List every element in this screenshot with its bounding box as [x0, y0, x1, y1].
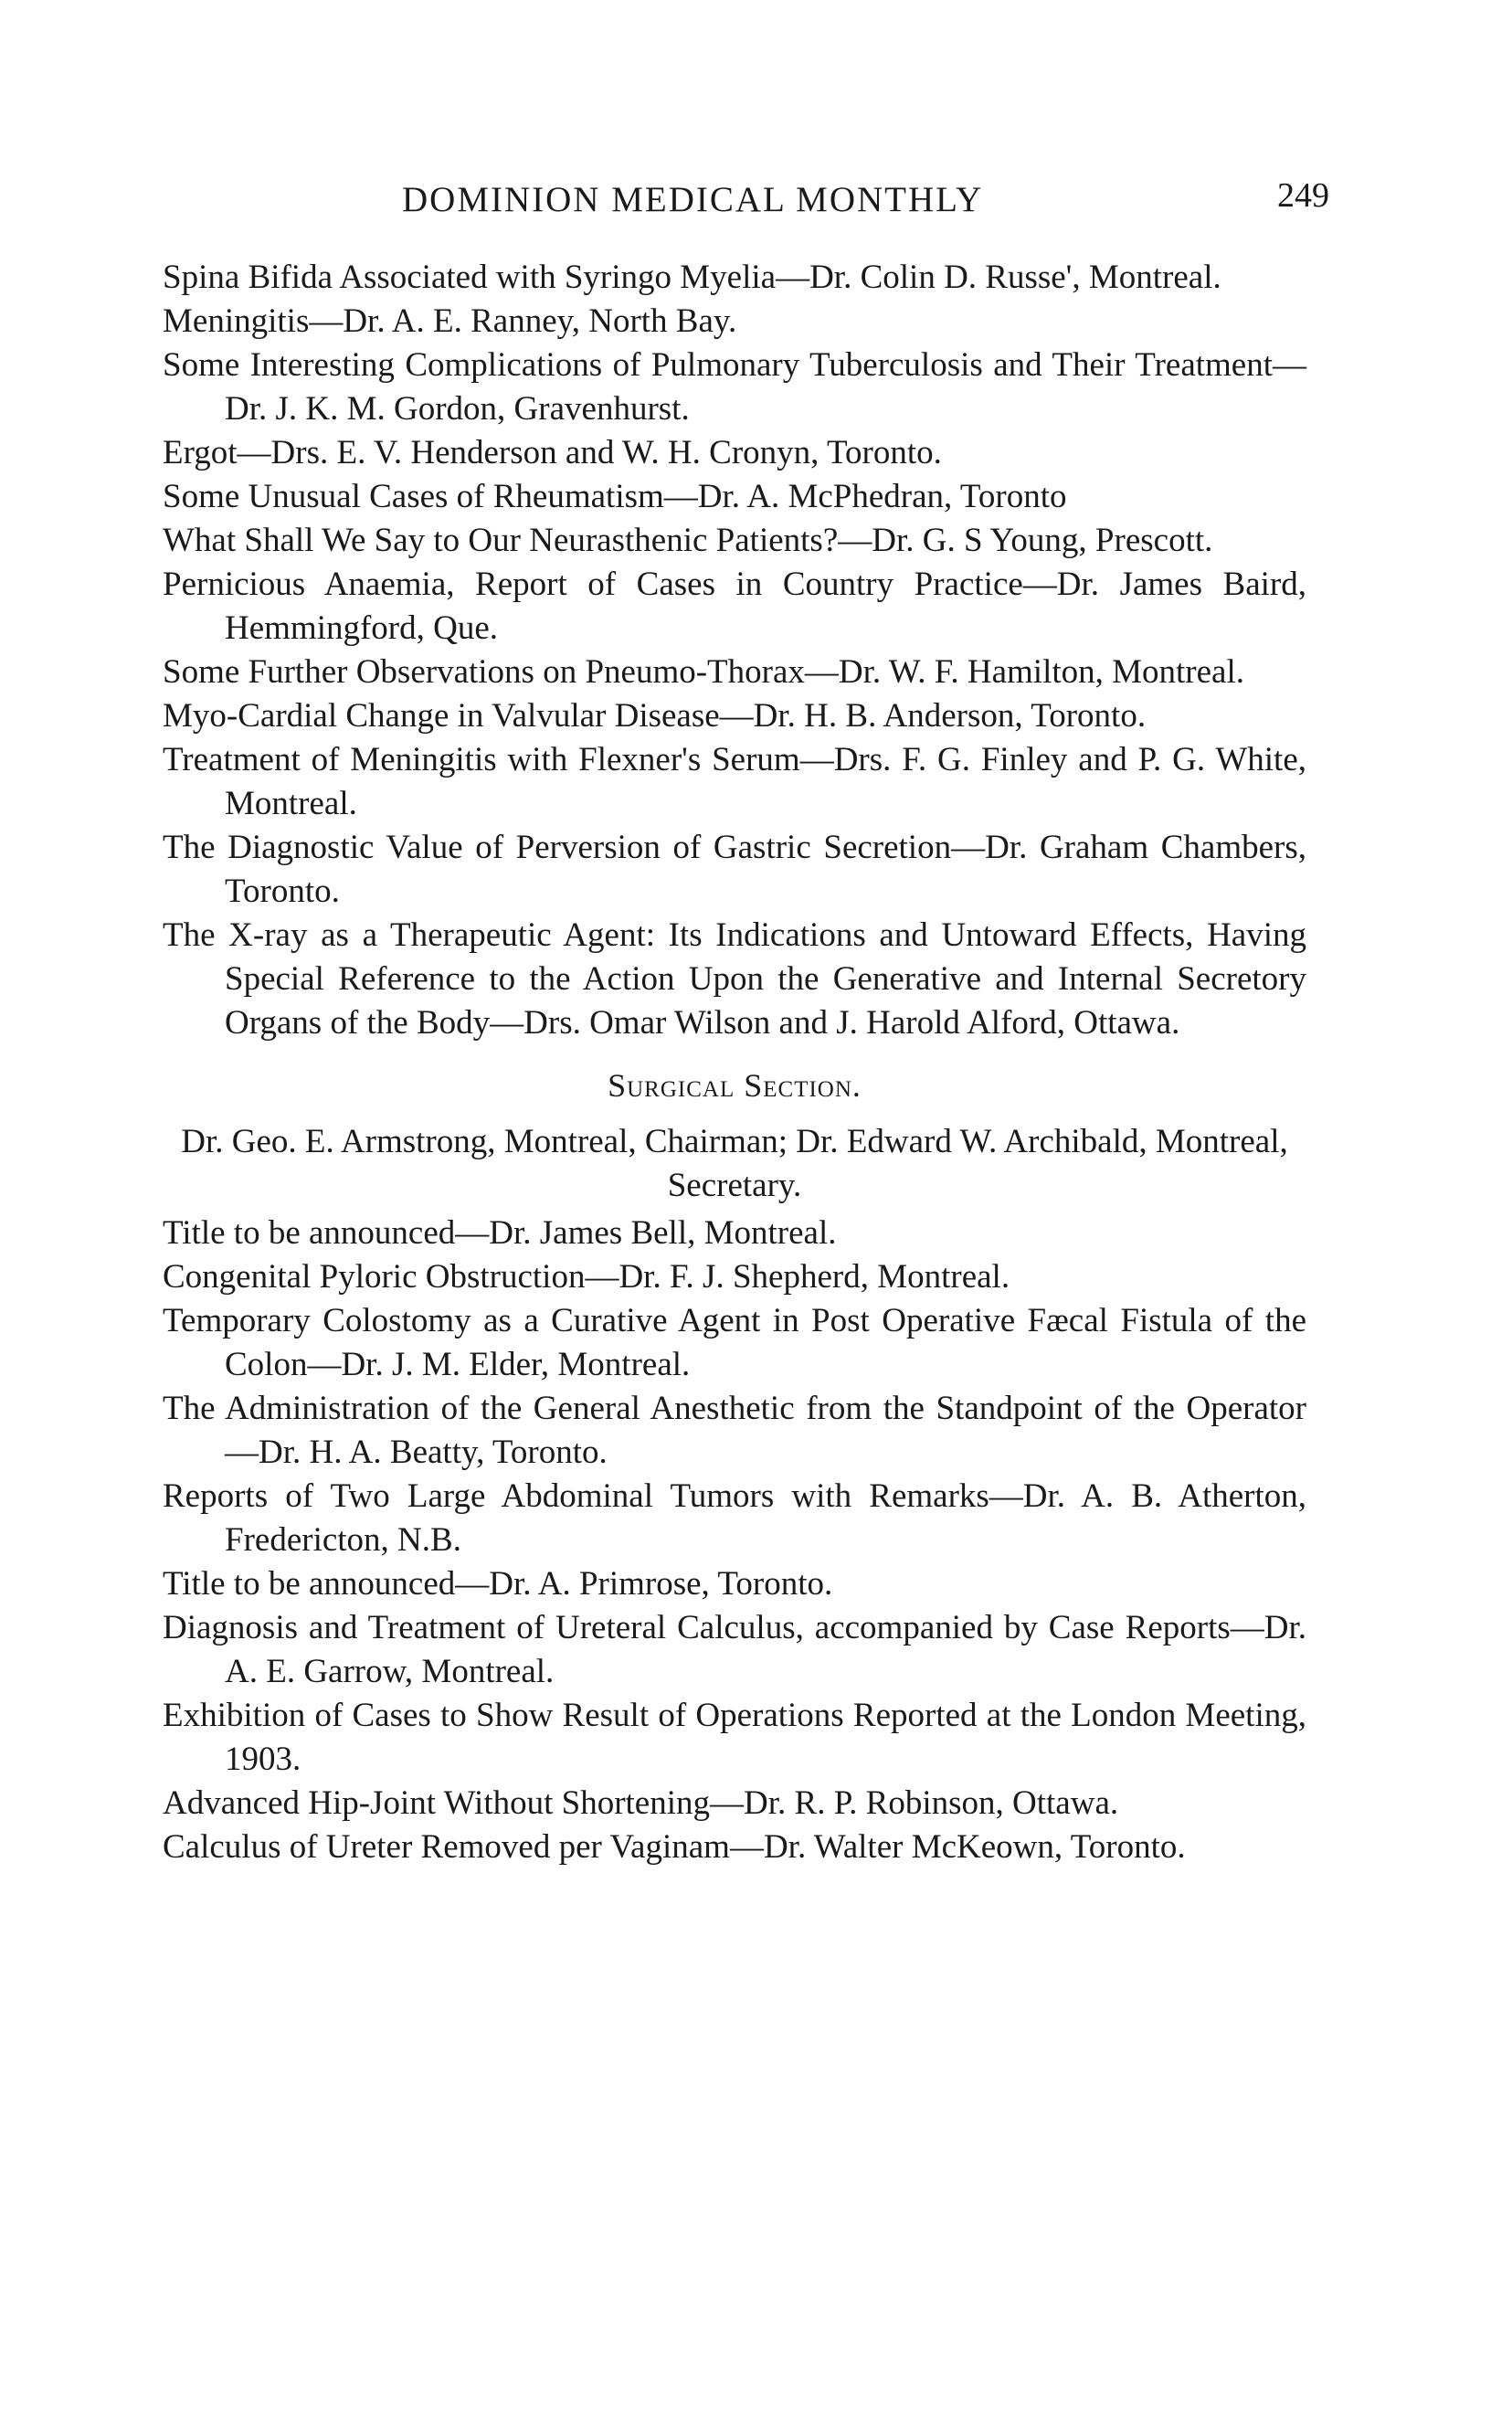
list-item: Congenital Pyloric Obstruction—Dr. F. J. Shepherd, Montreal. [163, 1258, 1010, 1296]
list-item: Some Further Observations on Pneumo-Thorax—Dr. W. F. Hamilton, Montreal. [163, 653, 1244, 691]
list-item: What Shall We Say to Our Neurasthenic Patients?—Dr. G. S Young, Prescott. [163, 522, 1213, 559]
section-heading: Surgical Section. [608, 1067, 862, 1104]
page-header [0, 0, 1512, 228]
section-officers: Dr. Geo. E. Armstrong, Montreal, Chairman; Dr. Edward W. Archibald, Montreal, Secretary. [181, 1123, 1288, 1204]
list-item: Spina Bifida Associated with Syringo Myelia—Dr. Colin D. Russe', Montreal. [163, 259, 1221, 296]
list-item: Ergot—Drs. E. V. Henderson and W. H. Cronyn, Toronto. [163, 434, 942, 471]
list-item: Advanced Hip-Joint Without Shortening—Dr. R. P. Robinson, Ottawa. [163, 1784, 1119, 1822]
list-item: Calculus of Ureter Removed per Vaginam—Dr. Walter McKeown, Toronto. [163, 1828, 1186, 1866]
running-title: DOMINION MEDICAL MONTHLY [402, 180, 984, 219]
list-item: The Diagnostic Value of Perversion of Gastric Secretion—Dr. Graham Chambers, Toronto. [163, 829, 1306, 910]
list-item: Meningitis—Dr. A. E. Ranney, North Bay. [163, 302, 737, 340]
page-number: 249 [1277, 176, 1329, 215]
list-item: Title to be announced—Dr. James Bell, Montreal. [163, 1214, 837, 1252]
list-item: Pernicious Anaemia, Report of Cases in Country Practice—Dr. James Baird, Hemmingford, Que. [163, 566, 1306, 647]
list-item: Myo-Cardial Change in Valvular Disease—Dr. H. B. Anderson, Toronto. [163, 697, 1147, 735]
list-item: Temporary Colostomy as a Curative Agent in Post Operative Fæcal Fistula of the Colon—Dr. J. M. Elder, Montreal. [163, 1302, 1306, 1383]
page-body [163, 256, 1306, 1869]
list-item: Some Interesting Complications of Pulmonary Tuberculosis and Their Treatment—Dr. J. K. M. Gordon, Gravenhurst. [163, 346, 1306, 428]
list-item: Diagnosis and Treatment of Ureteral Calculus, accompanied by Case Reports—Dr. A. E. Garrow, Montreal. [163, 1609, 1306, 1690]
surgical-section-list [163, 1212, 1306, 1869]
list-item: The X-ray as a Therapeutic Agent: Its Indications and Untoward Effects, Having Special Reference to the Action Upon the Generative and Internal Secretory Organs of the Body—Drs. Omar Wilson and J. Harold Alford, Ottawa. [163, 916, 1306, 1042]
list-item: Reports of Two Large Abdominal Tumors with Remarks—Dr. A. B. Atherton, Fredericton, N.B. [163, 1477, 1306, 1559]
medical-section-list [163, 256, 1306, 1045]
list-item: Exhibition of Cases to Show Result of Operations Reported at the London Meeting, 1903. [163, 1697, 1306, 1778]
list-item: Some Unusual Cases of Rheumatism—Dr. A. McPhedran, Toronto [163, 478, 1067, 515]
list-item: Title to be announced—Dr. A. Primrose, Toronto. [163, 1565, 833, 1603]
list-item: Treatment of Meningitis with Flexner's Serum—Drs. F. G. Finley and P. G. White, Montreal. [163, 741, 1306, 822]
list-item: The Administration of the General Anesthetic from the Standpoint of the Operator—Dr. H. A. Beatty, Toronto. [163, 1390, 1306, 1471]
